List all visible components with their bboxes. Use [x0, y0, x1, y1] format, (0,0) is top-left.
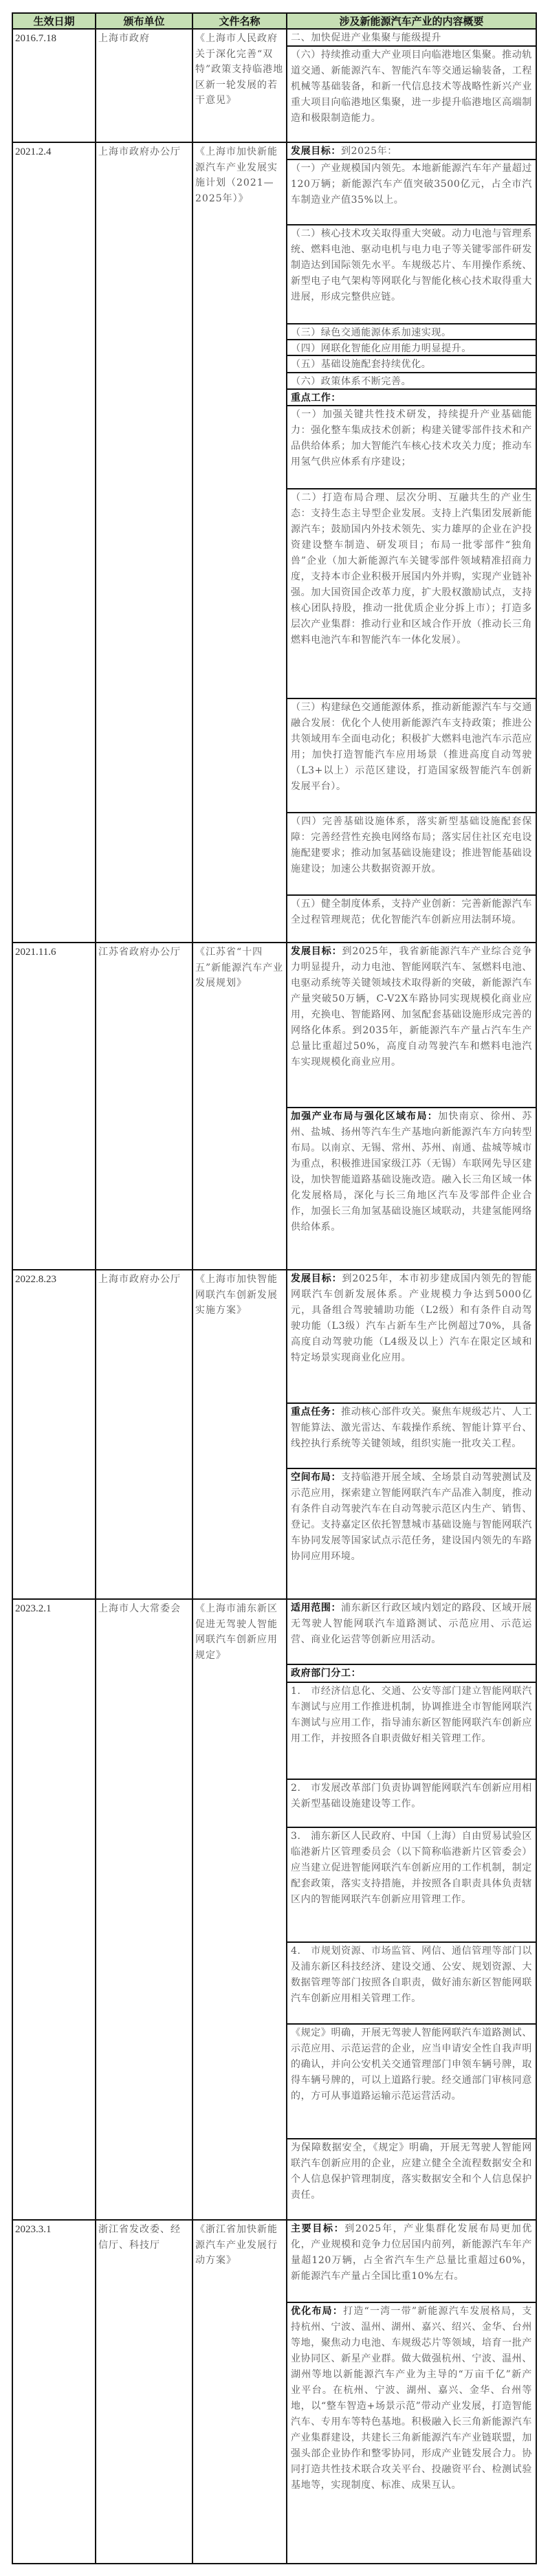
summary-item	[286, 1107, 537, 1270]
summary-item	[286, 1664, 537, 1683]
label-colon: ：	[331, 1603, 342, 1614]
label-colon: ：	[333, 2223, 345, 2234]
row-unit: 上海市人大常委会	[95, 1598, 193, 2221]
row-doc: 《上海市加快新能源汽车产业发展实施计划（2021—2025年）》	[192, 142, 287, 943]
label-colon: ：	[351, 1668, 362, 1679]
summary-text: 到2025年，本市初步建成国内领先的智能网联汽车创新发展体系。产业规模力争达到5000亿元，具备组合驾驶辅助功能（L2级）和有条件自动驾驶功能（L3级）汽车占新车生产比例超过70%，具备高度自动驾驶功能（L4级及以上）汽车在限定区域和特定场景实现商业化应用。	[291, 1273, 532, 1363]
row-date: 2021.11.6	[12, 942, 96, 1270]
summary-item	[286, 1598, 537, 1665]
row-unit: 上海市政府	[95, 28, 193, 143]
summary-item	[286, 488, 537, 699]
row-unit: 上海市政府办公厅	[95, 1269, 193, 1600]
label-colon: ：	[331, 146, 342, 157]
summary-text: （四）完善基础设施体系，落实新型基础设施配套保障：完善经营性充换电网络布局；落实居住社区充电设施配建要求；推动加氢基础设施建设；推进智能基础设施建设；加速公共数据资源开放。	[291, 816, 532, 874]
summary-label: 发展目标	[291, 946, 332, 957]
label-colon: ：	[427, 1111, 439, 1122]
summary-text: （一）加强关键共性技术研发，持续提升产业基础能力：强化整车集成技术创新；构建关键零部件技术和产品供给体系；加大智能汽车核心技术攻关力度；推动车用氢气供应体系有序建设；	[291, 409, 532, 467]
summary-item	[286, 1941, 537, 2025]
summary-text: 到2025年，产业集群化发展布局更加优化，产业规模和竞争力位居国内前列，新能源汽车年产量超120万辆，占全省汽车生产总量比重超过60%，新能源汽车产量占全国比重10%左右。	[291, 2223, 532, 2282]
header-summary: 涉及新能源汽车产业的内容概要	[286, 12, 537, 30]
summary-item	[286, 1468, 537, 1600]
summary-item	[286, 1827, 537, 1943]
summary-text: 二、加快促进产业集聚与能级提升	[291, 32, 441, 43]
summary-label: 适用范围	[291, 1603, 331, 1614]
summary-item	[286, 224, 537, 324]
summary-text: （二）核心技术攻关取得重大突破。动力电池与管理系统、燃料电池、驱动电机与电力电子等关键零部件研发制造达到国际领先水平。车规级芯片、车用操作系统、新型电子电气架构等网联化与智能化核心技术取得重大进展，形成完整供应链。	[291, 228, 532, 302]
summary-text: 加快南京、徐州、苏州、盐城、扬州等汽车生产基地向新能源汽车方向转型布局。以南京、无锡、常州、苏州、南通、盐城等城市为重点，积极推进国家级江苏（无锡）车联网先导区建设，加快智能道路基础设施改造。融入长三角区域一体化发展格局，深化与长三角地区汽车及零部件企业合作，加强长三角加氢基础设施区域联动，共建氢能网络供给体系。	[291, 1111, 532, 1233]
summary-item	[286, 2302, 537, 2564]
row-doc: 《上海市加快智能网联汽车创新发展实施方案》	[192, 1269, 287, 1600]
header-unit: 颁布单位	[95, 12, 193, 30]
summary-item	[286, 1269, 537, 1404]
summary-item	[286, 698, 537, 813]
row-unit: 上海市政府办公厅	[95, 142, 193, 943]
summary-text: 推动核心部件攻关。聚焦车规级芯片、人工智能算法、激光雷达、车载操作系统、智能计算平台、线控执行系统等关键领域，组织实施一批攻关工程。	[291, 1407, 533, 1449]
summary-text: 浦东新区行政区域内划定的路段、区域开展无驾驶人智能网联汽车道路测试、示范应用、示范运营、商业化运营等创新应用活动。	[291, 1603, 533, 1645]
summary-text: 为保障数据安全，《规定》明确，开展无驾驶人智能网联汽车创新应用的企业，应建立健全全流程数据安全和个人信息保护管理制度，落实数据安全和个人信息保护责任。	[291, 2142, 532, 2201]
row-unit: 浙江省发改委、经信厅、科技厅	[95, 2219, 193, 2564]
summary-label: 发展目标	[291, 1273, 332, 1284]
label-colon: ：	[331, 1407, 342, 1418]
summary-item	[286, 28, 537, 47]
label-colon: ：	[331, 1472, 342, 1483]
summary-item	[286, 1682, 537, 1780]
summary-item	[286, 405, 537, 489]
summary-text: （五）基础设施配套持续优化。	[291, 359, 432, 370]
summary-text: 2. 市发展改革部门负责协调智能网联汽车创新应用相关新型基础设施建设等工作。	[291, 1783, 532, 1809]
summary-text: （六）政策体系不断完善。	[291, 376, 412, 387]
summary-text: 到2025年，我省新能源汽车产业综合竞争力明显提升，动力电池、智能网联汽车、氢燃料电池、电驱动系统等关键领域技术取得新的突破，新能源汽车产量突破50万辆，C-V2X车路协同实现规模化商业应用，充换电、智能路网、加氢配套基础设施形成完善的网络化体系。到2035年，新能源汽车产量占汽车生产总量比重超过50%，高度自动驾驶汽车和燃料电池汽车实现规模化商业应用。	[291, 946, 532, 1068]
row-date: 2022.8.23	[12, 1269, 96, 1600]
summary-label: 主要目标	[291, 2223, 334, 2234]
header-date: 生效日期	[12, 12, 96, 30]
summary-text: 到2025年：	[341, 146, 397, 157]
label-colon: ：	[331, 946, 342, 957]
row-date: 2023.3.1	[12, 2219, 96, 2564]
summary-text: 1. 市经济信息化、交通、公安等部门建立智能网联汽车测试与应用工作推进机制，协调推进全市智能网联汽车测试与应用工作，指导浦东新区智能网联汽车创新应用工作，并按照各自职责做好相关管理工作。	[291, 1686, 532, 1744]
summary-label: 重点工作	[291, 393, 331, 404]
summary-text: （一）产业规模国内领先。本地新能源汽车年产量超过120万辆；新能源汽车产值突破3500亿元，占全市汽车制造业产值35%以上。	[291, 163, 532, 206]
summary-item	[286, 355, 537, 373]
header-doc: 文件名称	[192, 12, 287, 30]
summary-item	[286, 942, 537, 1108]
summary-item	[286, 1779, 537, 1828]
summary-text: （二）打造布局合理、层次分明、互融共生的产业生态：支持生态主导型企业发展。支持上汽集团发展新能源汽车；鼓励国内外技术领先、实力雄厚的企业在沪投资建设整车制造、研发项目；布局一批零部件“独角兽”企业（加大新能源汽车关键零部件领域精准招商力度，支持本市企业积极开展国内外并购，实现产业链补强。加大国资国企改革力度，扩大股权激励试点，支持核心团队持股，推动一批优质企业分拆上市）；打造多层次产业集群：推动行业和区域合作开放（推动长三角燃料电池汽车和智能汽车一体化发展）。	[291, 492, 532, 646]
summary-label: 优化布局	[291, 2306, 333, 2317]
summary-item	[286, 142, 537, 160]
summary-item	[286, 323, 537, 340]
summary-text: （四）网联化智能化应用能力明显提升。	[291, 343, 472, 354]
summary-text: 打造“一湾一带”新能源汽车发展格局，支持杭州、宁波、温州、湖州、嘉兴、绍兴、金华、台州等地，聚焦动力电池、车规级芯片等领域，培育一批产业协同区、新星产业群。做大做强杭州、宁波、温州、湖州等地以新能源汽车产业为主导的“万亩千亿”新产业平台。在杭州、宁波、湖州、嘉兴、金华、台州等地，以“整车智造+场景示范”带动产业发展，打造智能汽车、专用车等特色基地。积极融入长三角新能源汽车产业集群建设，共建长三角新能源汽车产业链联盟，加强头部企业协作和整零协同，形成产业链发展合力。协同打造共性技术联合攻关平台、投融资平台、检测试验基地等，实现制度、标准、成果互认。	[291, 2306, 533, 2491]
summary-label: 政府部门分工	[291, 1668, 351, 1679]
summary-label: 重点任务	[291, 1407, 331, 1418]
summary-item	[286, 388, 537, 406]
row-doc: 《江苏省“十四五”新能源汽车产业发展规划》	[192, 942, 287, 1270]
summary-item	[286, 339, 537, 356]
summary-item	[286, 2023, 537, 2139]
summary-item	[286, 894, 537, 943]
summary-item	[286, 45, 537, 143]
summary-item	[286, 372, 537, 390]
row-doc: 《上海市人民政府关于深化完善“双特”政策支持临港地区新一轮发展的若干意见》	[192, 28, 287, 143]
row-unit: 江苏省政府办公厅	[95, 942, 193, 1270]
label-colon: ：	[331, 1273, 342, 1284]
row-date: 2023.2.1	[12, 1598, 96, 2221]
label-colon: ：	[331, 393, 342, 404]
summary-text: （五）健全制度体系，支持产业创新：完善新能源汽车全过程管理规范；优化智能汽车创新应用法制环境。	[291, 899, 532, 925]
row-date: 2021.2.4	[12, 142, 96, 943]
summary-item	[286, 1402, 537, 1469]
row-doc: 《上海市浦东新区促进无驾驶人智能网联汽车创新应用规定》	[192, 1598, 287, 2221]
summary-text: （三）构建绿色交通能源体系，推动新能源汽车与交通融合发展：优化个人使用新能源汽车支持政策；推进公共领域用车全面电动化；积极扩大燃料电池汽车示范应用；加快打造智能汽车应用场景（推进高度自动驾驶（L3+以上）示范区建设，打造国家级智能汽车创新发展平台）。	[291, 702, 532, 792]
summary-text: 4. 市规划资源、市场监管、网信、通信管理等部门以及浦东新区科技经济、建设交通、公安、规划资源、大数据管理等部门按照各自职责，做好浦东新区智能网联汽车创新应用相关管理工作。	[291, 1946, 532, 2004]
summary-label: 发展目标	[291, 146, 331, 157]
label-colon: ：	[332, 2306, 344, 2317]
summary-item	[286, 2219, 537, 2303]
summary-label: 加强产业布局与强化区域布局	[291, 1111, 428, 1122]
summary-item	[286, 2138, 537, 2221]
summary-text: 3. 浦东新区人民政府、中国（上海）自由贸易试验区临港新片区管理委员会（以下简称临港新片区管委会）应当建立促进智能网联汽车创新应用的工作机制，制定配套政策，落实支持措施，并按照各自职责具体负责辖区内的智能网联汽车创新应用管理工作。	[291, 1831, 532, 1905]
row-doc: 《浙江省加快新能源汽车产业发展行动方案》	[192, 2219, 287, 2564]
summary-text: 支持临港开展全域、全场景自动驾驶测试及示范应用，探索建立智能网联汽车产品准入制度，推动有条件自动驾驶汽车在自动驾驶示范区内生产、销售、登记。支持嘉定区依托智慧城市基础设施与智能网联汽车协同发展等国家试点示范任务，建设国内领先的车路协同应用环境。	[291, 1472, 533, 1562]
summary-text: （六）持续推动重大产业项目向临港地区集聚。推动轨道交通、新能源汽车、智能汽车等交通运输装备，工程机械等基础装备，和新一代信息技术等战略性新兴产业重大项目向临港地区集聚，进一步提升临港地区高端制造和极限制造能力。	[291, 49, 532, 124]
summary-text: 《规定》明确，开展无驾驶人智能网联汽车道路测试、示范应用、示范运营的企业，应当申请安全性自我声明的确认，并向公安机关交通管理部门申领车辆号牌，取得车辆号牌的，可以上道路行驶。经交通部门审核同意的，方可从事道路运输示范运营活动。	[291, 2027, 532, 2102]
summary-label: 空间布局	[291, 1472, 331, 1483]
summary-text: （三）绿色交通能源体系加速实现。	[291, 327, 452, 338]
summary-item	[286, 812, 537, 896]
summary-item	[286, 159, 537, 225]
row-date: 2016.7.18	[12, 28, 96, 143]
